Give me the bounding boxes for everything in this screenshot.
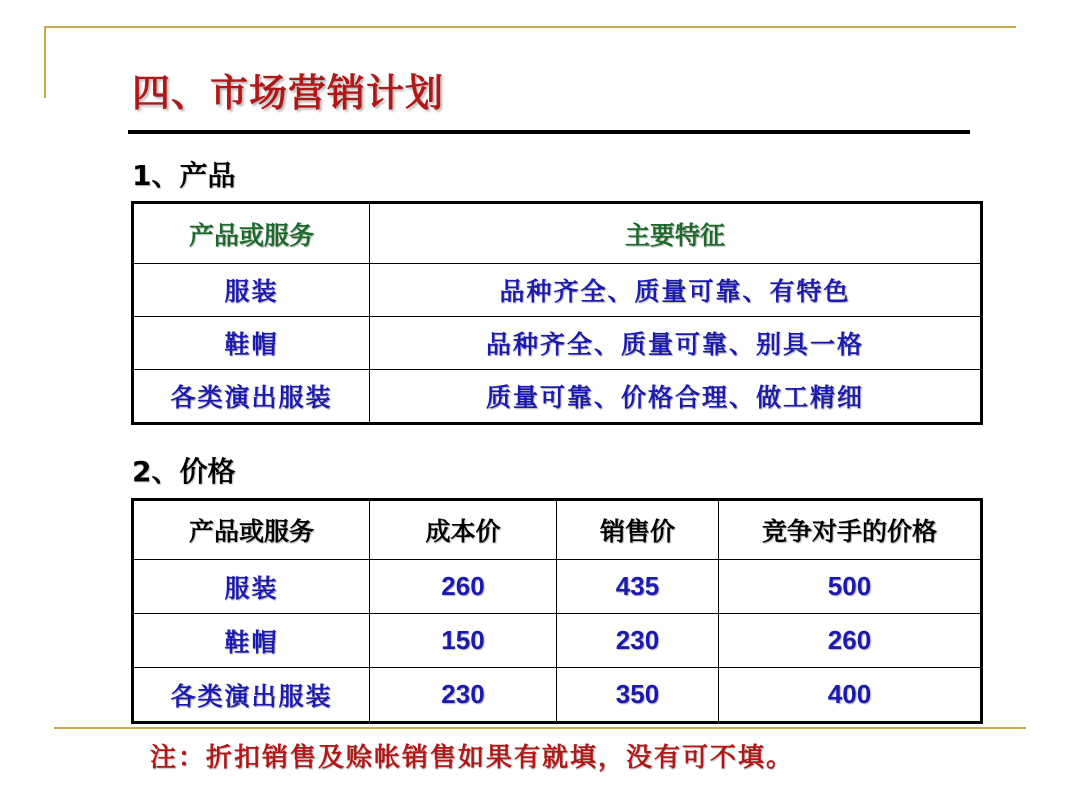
- cost-price-cell: 230: [370, 668, 557, 723]
- table-header-cell: 产品或服务: [133, 203, 370, 264]
- product-feature-cell: 品种齐全、质量可靠、别具一格: [370, 317, 982, 370]
- table-header-cell: 主要特征: [370, 203, 982, 264]
- section-heading-product: 1、产品: [132, 159, 236, 192]
- table-header-cell: 竞争对手的价格: [719, 500, 982, 560]
- footnote: 注：折扣销售及赊帐销售如果有就填，没有可不填。: [150, 743, 795, 773]
- table-row: [133, 668, 982, 723]
- sale-price-cell: 230: [557, 614, 719, 668]
- table-row: [133, 614, 982, 668]
- product-name-cell: 鞋帽: [133, 614, 370, 668]
- product-name-cell: 服装: [133, 264, 370, 317]
- product-name-cell: 鞋帽: [133, 317, 370, 370]
- table-row: [133, 560, 982, 614]
- sale-price-cell: 435: [557, 560, 719, 614]
- slide-title: 四、市场营销计划: [132, 71, 445, 115]
- section-heading-price: 2、价格: [132, 455, 236, 488]
- product-table: [131, 201, 983, 425]
- table-header-cell: 成本价: [370, 500, 557, 560]
- competitor-price-cell: 400: [719, 668, 982, 723]
- product-feature-cell: 质量可靠、价格合理、做工精细: [370, 370, 982, 424]
- sale-price-cell: 350: [557, 668, 719, 723]
- price-table: [131, 498, 983, 724]
- title-underline: [128, 130, 970, 134]
- table-header-row: [133, 500, 982, 560]
- product-name-cell: 服装: [133, 560, 370, 614]
- competitor-price-cell: 500: [719, 560, 982, 614]
- table-row: [133, 370, 982, 424]
- cost-price-cell: 150: [370, 614, 557, 668]
- top-decor-line: [44, 26, 1016, 28]
- product-name-cell: 各类演出服装: [133, 370, 370, 424]
- table-header-cell: 产品或服务: [133, 500, 370, 560]
- left-decor-line: [44, 26, 46, 98]
- competitor-price-cell: 260: [719, 614, 982, 668]
- bottom-decor-line: [54, 727, 1026, 729]
- table-row: [133, 264, 982, 317]
- product-feature-cell: 品种齐全、质量可靠、有特色: [370, 264, 982, 317]
- product-name-cell: 各类演出服装: [133, 668, 370, 723]
- cost-price-cell: 260: [370, 560, 557, 614]
- table-row: [133, 317, 982, 370]
- table-header-row: [133, 203, 982, 264]
- table-header-cell: 销售价: [557, 500, 719, 560]
